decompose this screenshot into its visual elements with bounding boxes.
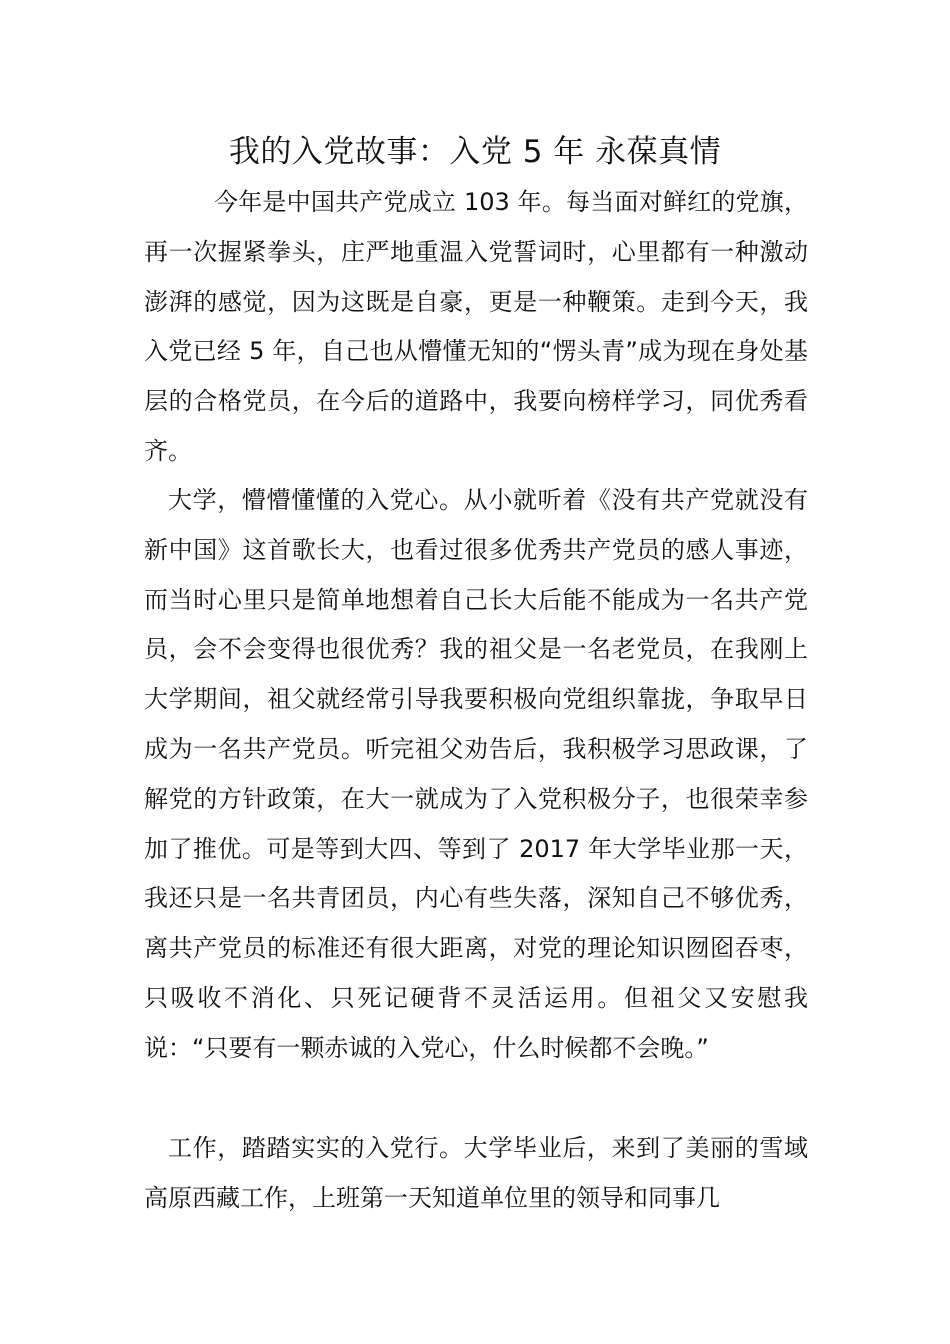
paragraph-university: 大学，懵懵懂懂的入党心。从小就听着《没有共产党就没有新中国》这首歌长大，也看过很多优秀共产党员的感人事迹，而当时心里只是简单地想着自己长大后能不能成为一名共产党员，会不会变得也很优秀？我的祖父是一名老党员，在我刚上大学期间，祖父就经常引导我要积极向党组织靠拢，争取早日成为一名共产党员。听完祖父劝告后，我积极学习思政课，了解党的方针政策，在大一就成为了入党积极分子，也很荣幸参加了推优。可是等到大四、等到了 2017 年大学毕业那一天，我还只是一名共青团员，内心有些失落，深知自己不够优秀，离共产党员的标准还有很大距离，对党的理论知识囫囵吞枣，只吸收不消化、只死记硬背不灵活运用。但祖父又安慰我说：“只要有一颗赤诚的入党心，什么时候都不会晚。” [144,486,808,1062]
document-title: 我的入党故事：入党 5 年 永葆真情 [228,134,722,170]
paragraph-work: 工作，踏踏实实的入党行。大学毕业后，来到了美丽的雪域高原西藏工作，上班第一天知道单位里的领导和同事几 [144,1134,808,1212]
paragraph-intro: 今年是中国共产党成立 103 年。每当面对鲜红的党旗，再一次握紧拳头，庄严地重温入党誓词时，心里都有一种激动澎湃的感觉，因为这既是自豪，更是一种鞭策。走到今天，我入党已经 5 年，自己也从懵懂无知的“愣头青”成为现在身处基层的合格党员，在今后的道路中，我要向榜样学习，同优秀看齐。 [144,188,808,465]
